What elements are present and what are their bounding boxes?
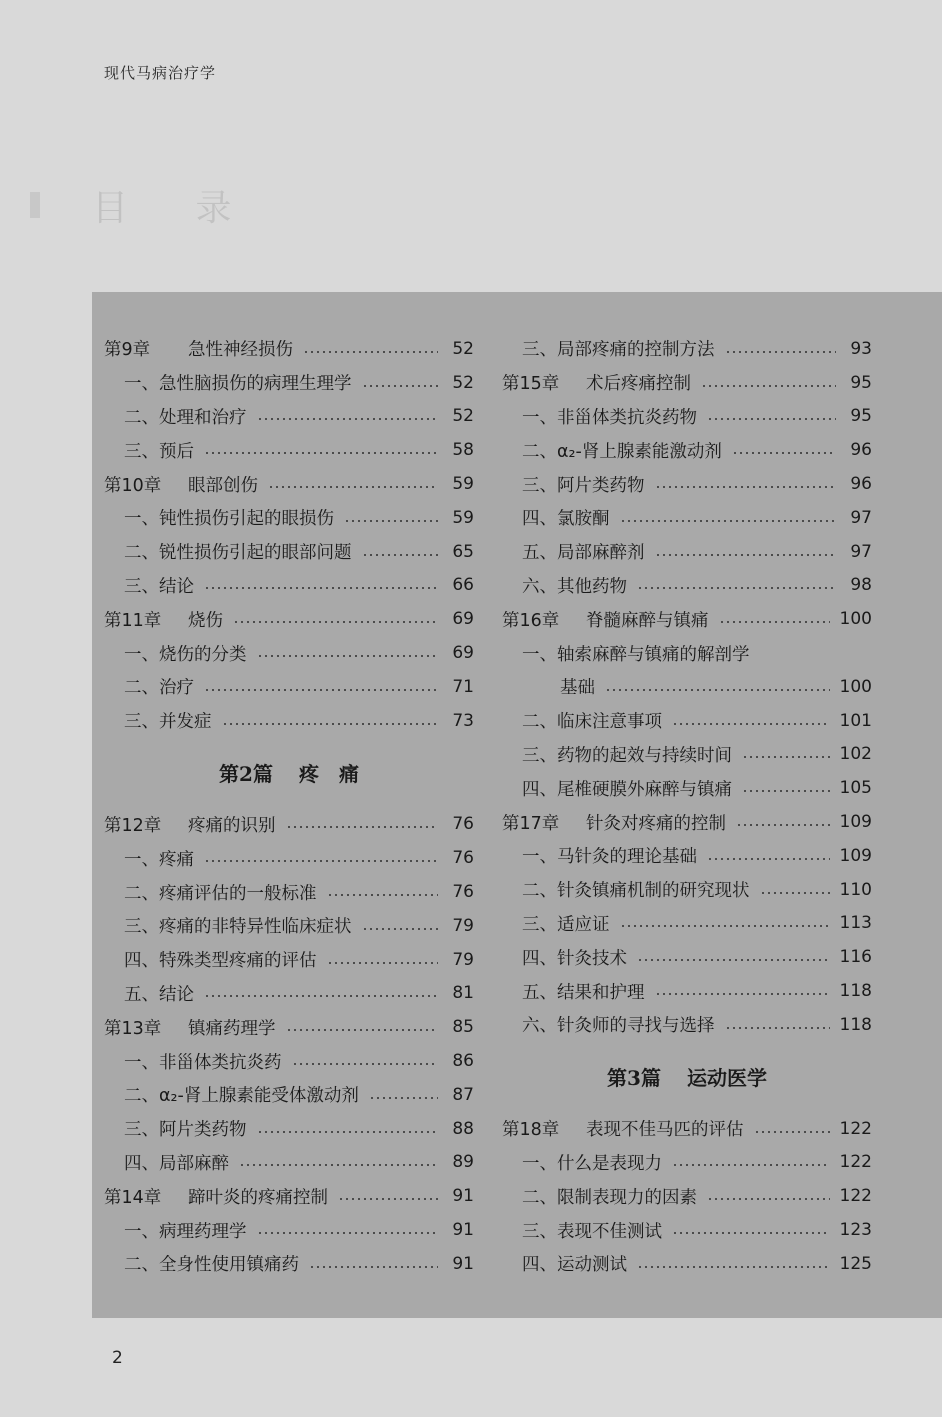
- toc-section-entry: [502, 501, 872, 535]
- toc-section-entry: [104, 400, 474, 434]
- toc-chapter-entry: [502, 602, 872, 636]
- toc-chapter-entry: [104, 602, 474, 636]
- dot-leader: [204, 860, 438, 862]
- page-ref: 118: [839, 981, 872, 1002]
- dot-leader: [338, 1198, 438, 1200]
- page-ref: 66: [452, 575, 474, 596]
- page-ref: 52: [452, 338, 474, 359]
- chapter-number: 第18章: [502, 1120, 560, 1141]
- entry-label: [522, 1251, 627, 1276]
- toc-section-entry: [104, 366, 474, 400]
- dot-leader: [672, 1232, 830, 1234]
- dot-leader: [204, 995, 438, 997]
- entry-label: [522, 472, 645, 497]
- dot-leader: [736, 824, 830, 826]
- ghost-title: 目 录: [92, 188, 260, 229]
- section-title: 一、病理药理学: [124, 1221, 247, 1242]
- entry-label: [522, 641, 750, 666]
- chapter-number: 第13章: [104, 1018, 162, 1039]
- entry-label: [522, 404, 697, 429]
- toc-section-entry: [104, 977, 474, 1011]
- section-title: 三、疼痛的非特异性临床症状: [124, 917, 352, 938]
- section-title: 四、特殊类型疼痛的评估: [124, 951, 317, 972]
- entry-label: [124, 1218, 247, 1243]
- chapter-number: 第11章: [104, 610, 162, 631]
- entry-label: [124, 1082, 359, 1107]
- page-ref: 76: [452, 848, 474, 869]
- dot-leader: [344, 520, 438, 522]
- entry-label: [124, 674, 194, 699]
- page-ref: 105: [839, 778, 872, 799]
- dot-leader: [286, 826, 439, 828]
- section-title: 四、尾椎硬膜外麻醉与镇痛: [522, 779, 732, 800]
- part-number: 第3篇: [607, 1066, 661, 1091]
- toc-chapter-entry: [104, 467, 474, 501]
- page-ref: 73: [452, 710, 474, 731]
- entry-label: [522, 1184, 697, 1209]
- dot-leader: [204, 587, 438, 589]
- page-ref: 52: [452, 406, 474, 427]
- page-ref: 71: [452, 676, 474, 697]
- entry-label: [104, 1184, 328, 1209]
- page-ref: 89: [452, 1152, 474, 1173]
- section-title: 三、阿片类药物: [124, 1120, 247, 1141]
- dot-leader: [286, 1029, 439, 1031]
- toc-section-entry: [104, 1146, 474, 1180]
- section-title: 三、适应证: [522, 914, 610, 935]
- section-title: 一、什么是表现力: [522, 1153, 662, 1174]
- toc-section-entry: [104, 1247, 474, 1281]
- entry-label: [522, 438, 722, 463]
- section-title: 一、钝性损伤引起的眼损伤: [124, 509, 334, 530]
- entry-label: [560, 674, 595, 699]
- entry-label: [522, 573, 627, 598]
- page-ref: 81: [452, 983, 474, 1004]
- entry-label: [124, 913, 352, 938]
- section-title: 四、运动测试: [522, 1255, 627, 1276]
- section-title: 四、氯胺酮: [522, 509, 610, 530]
- dot-leader: [327, 894, 439, 896]
- page-ref: 109: [839, 812, 872, 833]
- toc-section-entry: [502, 738, 872, 772]
- chapter-title: 针灸对疼痛的控制: [586, 813, 726, 834]
- section-title: 三、表现不佳测试: [522, 1221, 662, 1242]
- toc-section-entry: [502, 771, 872, 805]
- dot-leader: [672, 1164, 830, 1166]
- chapter-number: 第12章: [104, 815, 162, 836]
- dot-leader: [754, 1131, 830, 1133]
- entry-label: [522, 505, 610, 530]
- toc-part-heading: [104, 738, 474, 808]
- dot-leader: [605, 689, 830, 691]
- page-ref: 110: [839, 879, 872, 900]
- entry-label: [104, 607, 223, 632]
- page-ref: 122: [839, 1186, 872, 1207]
- dot-leader: [327, 962, 439, 964]
- toc-chapter-entry: [104, 808, 474, 842]
- entry-label: [124, 404, 247, 429]
- entry-label: [522, 877, 750, 902]
- dot-leader: [707, 418, 836, 420]
- toc-section-entry: [104, 704, 474, 738]
- page-ref: 122: [839, 1152, 872, 1173]
- chapter-title: 烧伤: [188, 610, 223, 631]
- toc-section-entry: [104, 1044, 474, 1078]
- entry-label: [502, 607, 709, 632]
- page-ref: 91: [452, 1186, 474, 1207]
- section-title: 二、临床注意事项: [522, 712, 662, 733]
- chapter-title: 表现不佳马匹的评估: [586, 1120, 744, 1141]
- entry-label: [124, 947, 317, 972]
- chapter-title: 脊髓麻醉与镇痛: [586, 610, 709, 631]
- entry-label: [502, 810, 726, 835]
- dot-leader: [362, 928, 439, 930]
- page-ref: 69: [452, 643, 474, 664]
- chapter-title: 急性神经损伤: [188, 340, 293, 361]
- entry-label: [502, 1116, 744, 1141]
- dot-leader: [637, 587, 836, 589]
- section-title: 一、非甾体类抗炎药物: [522, 407, 697, 428]
- entry-label: [124, 505, 334, 530]
- page-ref: 88: [452, 1118, 474, 1139]
- page-ref: 59: [452, 474, 474, 495]
- chapter-number: 第15章: [502, 374, 560, 395]
- section-title: 三、阿片类药物: [522, 475, 645, 496]
- entry-label: [522, 979, 645, 1004]
- page-ref: 97: [850, 541, 872, 562]
- toc-section-entry: [502, 1008, 872, 1042]
- entry-label: [124, 981, 194, 1006]
- page-ref: 96: [850, 474, 872, 495]
- toc-section-entry: [104, 909, 474, 943]
- section-title: 一、轴索麻醉与镇痛的解剖学: [522, 644, 750, 665]
- toc-column-left: [104, 332, 474, 1281]
- page-ref: 52: [452, 372, 474, 393]
- dot-leader: [655, 993, 830, 995]
- page-ref: 97: [850, 507, 872, 528]
- toc-section-entry: [502, 535, 872, 569]
- dot-leader: [222, 723, 439, 725]
- section-title: 基础: [560, 678, 595, 699]
- entry-label: [124, 1116, 247, 1141]
- entry-label: [522, 708, 662, 733]
- toc-section-entry: [502, 332, 872, 366]
- entry-label: [522, 1150, 662, 1175]
- page-ref: 85: [452, 1017, 474, 1038]
- entry-label: [124, 641, 247, 666]
- dot-leader: [742, 756, 830, 758]
- section-title: 五、局部麻醉剂: [522, 543, 645, 564]
- section-title: 一、烧伤的分类: [124, 644, 247, 665]
- page-ref: 123: [839, 1220, 872, 1241]
- dot-leader: [620, 925, 830, 927]
- page-ref: 118: [839, 1014, 872, 1035]
- page-ref: 98: [850, 575, 872, 596]
- toc-section-entry: [502, 569, 872, 603]
- toc-section-entry: [502, 1247, 872, 1281]
- toc-section-entry: [502, 974, 872, 1008]
- page-ref: 59: [452, 507, 474, 528]
- entry-label: [502, 370, 691, 395]
- entry-label: [104, 812, 276, 837]
- dot-leader: [707, 858, 830, 860]
- toc-section-entry: [502, 636, 872, 670]
- page-ref: 102: [839, 744, 872, 765]
- dot-leader: [257, 655, 439, 657]
- toc-section-entry: [104, 433, 474, 467]
- dot-leader: [760, 892, 830, 894]
- entry-label: [124, 573, 194, 598]
- section-title: 二、锐性损伤引起的眼部问题: [124, 543, 352, 564]
- chapter-number: 第16章: [502, 610, 560, 631]
- section-title: 三、局部疼痛的控制方法: [522, 340, 715, 361]
- toc-section-entry: [104, 501, 474, 535]
- section-title: 二、限制表现力的因素: [522, 1187, 697, 1208]
- toc-column-right: [502, 332, 872, 1281]
- page-ref: 91: [452, 1220, 474, 1241]
- entry-label: [124, 880, 317, 905]
- section-title: 五、结果和护理: [522, 982, 645, 1003]
- toc-part-heading: [502, 1042, 872, 1112]
- toc-section-entry: [502, 1213, 872, 1247]
- page-ref: 95: [850, 406, 872, 427]
- entry-label: [124, 438, 194, 463]
- dot-leader: [362, 554, 439, 556]
- toc-section-entry: [502, 433, 872, 467]
- dot-leader: [620, 520, 837, 522]
- entry-label: [124, 539, 352, 564]
- entry-label: [124, 1251, 299, 1276]
- toc-section-entry: [104, 875, 474, 909]
- toc-section-entry: [104, 535, 474, 569]
- section-title: 一、马针灸的理论基础: [522, 847, 697, 868]
- toc-section-entry: [104, 943, 474, 977]
- dot-leader: [637, 1266, 830, 1268]
- page-ref: 58: [452, 440, 474, 461]
- page-ref: 125: [839, 1253, 872, 1274]
- page-ref: 116: [839, 947, 872, 968]
- entry-label: [124, 846, 194, 871]
- toc-chapter-entry: [104, 1010, 474, 1044]
- dot-leader: [742, 790, 830, 792]
- dot-leader: [362, 385, 439, 387]
- page-ref: 100: [839, 676, 872, 697]
- toc-section-entry: [502, 907, 872, 941]
- section-title: 一、非甾体类抗炎药: [124, 1052, 282, 1073]
- dot-leader: [239, 1164, 438, 1166]
- dot-leader: [204, 452, 438, 454]
- dot-leader: [719, 621, 830, 623]
- page-ref: 65: [452, 541, 474, 562]
- dot-leader: [707, 1198, 830, 1200]
- page-ref: 101: [839, 710, 872, 731]
- part-title: 运动医学: [686, 1066, 767, 1091]
- dot-leader: [233, 621, 438, 623]
- entry-label: [124, 708, 212, 733]
- page-ref: 79: [452, 949, 474, 970]
- dot-leader: [701, 385, 836, 387]
- toc-section-entry: [502, 467, 872, 501]
- page-number: 2: [112, 1348, 123, 1368]
- toc-section-entry: [104, 636, 474, 670]
- entry-label: [124, 370, 352, 395]
- section-title: 四、局部麻醉: [124, 1153, 229, 1174]
- dot-leader: [732, 452, 836, 454]
- section-title: 一、疼痛: [124, 849, 194, 870]
- dot-leader: [257, 1232, 439, 1234]
- entry-label: [522, 911, 610, 936]
- dot-leader: [309, 1266, 438, 1268]
- dot-leader: [257, 1131, 439, 1133]
- page-ref: 113: [839, 913, 872, 934]
- section-title: 五、结论: [124, 984, 194, 1005]
- chapter-title: 镇痛药理学: [188, 1018, 276, 1039]
- entry-label: [522, 742, 732, 767]
- dot-leader: [303, 351, 438, 353]
- section-title: 二、治疗: [124, 678, 194, 699]
- dot-leader: [725, 351, 837, 353]
- section-title: 三、预后: [124, 441, 194, 462]
- toc-panel: [92, 292, 942, 1318]
- chapter-title: 术后疼痛控制: [586, 374, 691, 395]
- entry-label: [522, 1012, 715, 1037]
- part-number: 第2篇: [219, 762, 273, 787]
- toc-chapter-entry: [502, 805, 872, 839]
- dot-leader: [655, 486, 837, 488]
- entry-label: [104, 1015, 276, 1040]
- page-ref: 69: [452, 609, 474, 630]
- page-ref: 79: [452, 915, 474, 936]
- section-title: 三、药物的起效与持续时间: [522, 745, 732, 766]
- section-title: 二、全身性使用镇痛药: [124, 1255, 299, 1276]
- toc-chapter-entry: [104, 1179, 474, 1213]
- entry-label: [522, 776, 732, 801]
- toc-section-entry: [502, 1179, 872, 1213]
- chapter-number: 第9章: [104, 340, 151, 361]
- entry-label: [522, 843, 697, 868]
- part-title: 疼 痛: [298, 762, 359, 787]
- dot-leader: [257, 418, 439, 420]
- toc-section-entry: [502, 940, 872, 974]
- chapter-number: 第14章: [104, 1187, 162, 1208]
- dot-leader: [637, 959, 830, 961]
- ghost-mark: [30, 192, 40, 218]
- chapter-title: 疼痛的识别: [188, 815, 276, 836]
- page-ref: 87: [452, 1084, 474, 1105]
- chapter-title: 蹄叶炎的疼痛控制: [188, 1187, 328, 1208]
- page-ref: 91: [452, 1253, 474, 1274]
- dot-leader: [292, 1063, 439, 1065]
- toc-section-entry: [104, 1213, 474, 1247]
- chapter-title: 眼部创伤: [188, 475, 258, 496]
- page-ref: 109: [839, 845, 872, 866]
- page-header: 现代马病治疗学: [104, 64, 217, 82]
- toc-chapter-entry: [104, 332, 474, 366]
- toc-section-entry: [104, 1112, 474, 1146]
- section-title: 二、针灸镇痛机制的研究现状: [522, 881, 750, 902]
- entry-label: [124, 1150, 229, 1175]
- entry-label: [522, 539, 645, 564]
- section-title: 二、α₂-肾上腺素能受体激动剂: [124, 1086, 359, 1107]
- dot-leader: [672, 723, 830, 725]
- page-ref: 76: [452, 814, 474, 835]
- entry-label: [124, 1049, 282, 1074]
- section-title: 三、结论: [124, 576, 194, 597]
- section-title: 二、α₂-肾上腺素能激动剂: [522, 441, 722, 462]
- toc-section-entry: [104, 1078, 474, 1112]
- toc-section-entry: [502, 400, 872, 434]
- toc-section-entry: [104, 670, 474, 704]
- page-ref: 76: [452, 882, 474, 903]
- section-title: 六、其他药物: [522, 576, 627, 597]
- entry-label: [104, 472, 258, 497]
- dot-leader: [204, 689, 438, 691]
- toc-section-entry: [502, 670, 872, 704]
- dot-leader: [655, 554, 837, 556]
- dot-leader: [268, 486, 438, 488]
- page-ref: 93: [850, 338, 872, 359]
- toc-section-entry: [502, 1146, 872, 1180]
- section-title: 六、针灸师的寻找与选择: [522, 1016, 715, 1037]
- page-ref: 86: [452, 1051, 474, 1072]
- toc-section-entry: [502, 704, 872, 738]
- dot-leader: [369, 1097, 438, 1099]
- entry-label: [104, 336, 293, 361]
- toc-section-entry: [104, 569, 474, 603]
- chapter-number: 第17章: [502, 813, 560, 834]
- section-title: 一、急性脑损伤的病理生理学: [124, 374, 352, 395]
- page-ref: 96: [850, 440, 872, 461]
- section-title: 二、疼痛评估的一般标准: [124, 883, 317, 904]
- toc-chapter-entry: [502, 366, 872, 400]
- toc-section-entry: [104, 841, 474, 875]
- toc-chapter-entry: [502, 1112, 872, 1146]
- dot-leader: [725, 1027, 830, 1029]
- entry-label: [522, 945, 627, 970]
- entry-label: [522, 1218, 662, 1243]
- section-title: 三、并发症: [124, 712, 212, 733]
- page-ref: 100: [839, 609, 872, 630]
- entry-label: [522, 336, 715, 361]
- page-ref: 122: [839, 1118, 872, 1139]
- toc-section-entry: [502, 873, 872, 907]
- toc-section-entry: [502, 839, 872, 873]
- page-ref: 95: [850, 372, 872, 393]
- section-title: 二、处理和治疗: [124, 407, 247, 428]
- section-title: 四、针灸技术: [522, 948, 627, 969]
- chapter-number: 第10章: [104, 475, 162, 496]
